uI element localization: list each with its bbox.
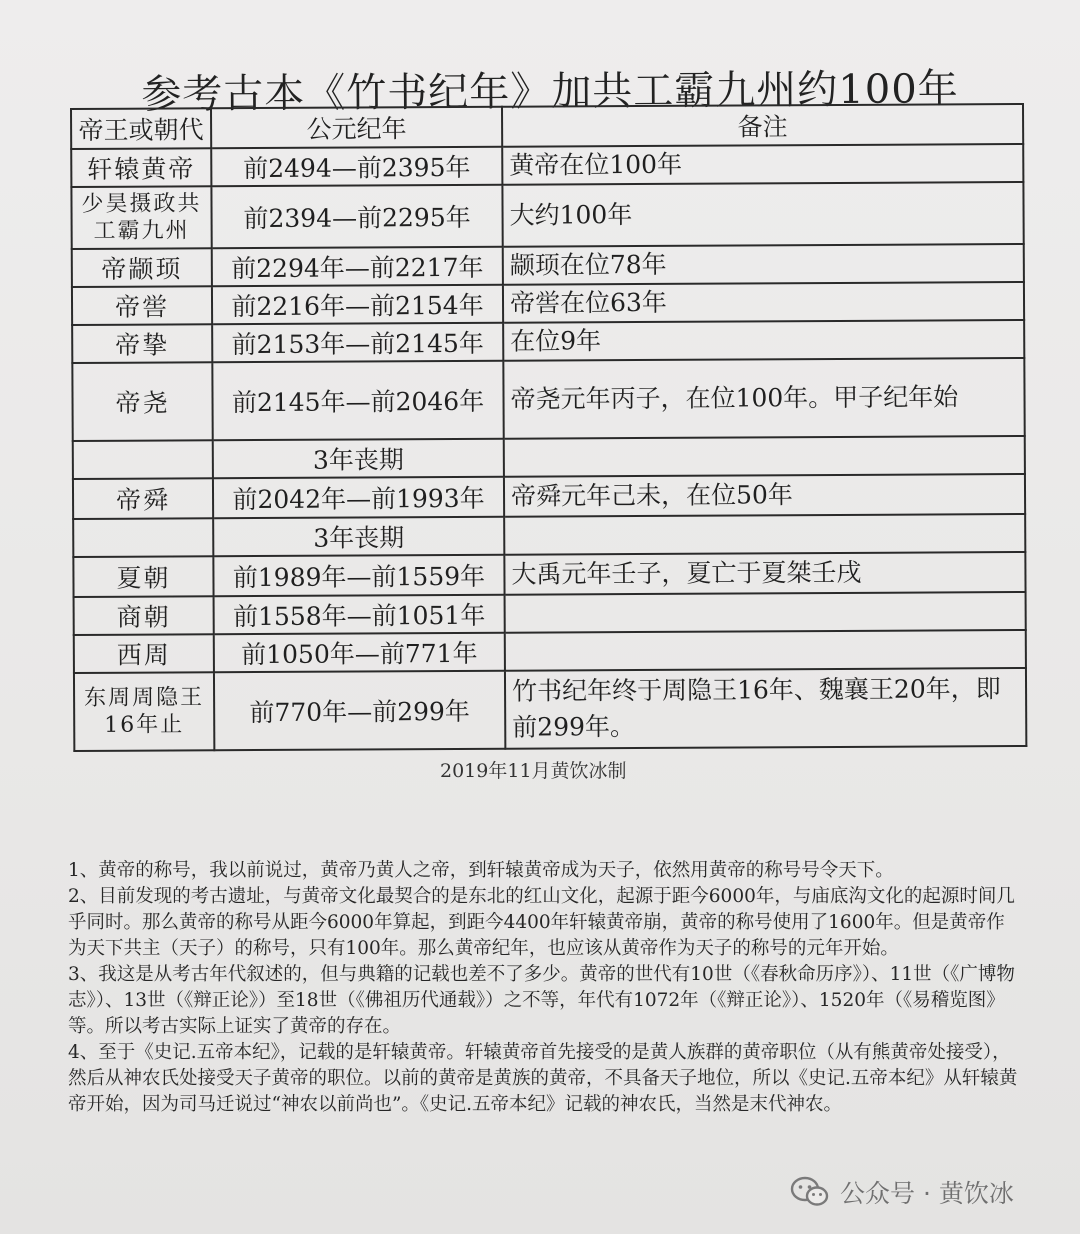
note-paragraph: 1、黄帝的称号，我以前说过，黄帝乃黄人之帝，到轩辕黄帝成为天子，依然用黄帝的称号号令天下。	[68, 860, 894, 881]
table-row	[72, 282, 1024, 325]
years-cell: 前2153年—前2145年	[212, 323, 503, 363]
table-row	[71, 144, 1023, 187]
table-row	[72, 320, 1024, 363]
ruler-cell: 帝颛顼	[72, 248, 212, 287]
years-cell: 前1558年—前1051年	[214, 595, 505, 635]
ruler-cell: 帝舜	[73, 478, 213, 519]
table-row	[73, 474, 1025, 519]
note-cell	[504, 436, 1025, 477]
ruler-cell: 少昊摄政共工霸九州	[71, 186, 211, 249]
note-cell: 大禹元年壬子，夏亡于夏桀壬戌	[504, 552, 1025, 595]
years-cell: 前2494—前2395年	[211, 147, 502, 187]
ruler-cell: 帝挚	[72, 324, 212, 363]
years-cell: 前2294年—前2217年	[212, 247, 503, 287]
table-header-row	[71, 104, 1023, 149]
years-cell: 前2216年—前2154年	[212, 285, 503, 325]
ruler-cell	[73, 440, 213, 479]
ruler-cell: 东周周隐王16年止	[74, 672, 214, 751]
table-row	[74, 630, 1026, 673]
ruler-cell: 帝尧	[72, 362, 212, 441]
page-title: 参考古本《竹书纪年》加共工霸九州约100年	[141, 66, 959, 118]
table-row	[73, 514, 1025, 557]
header-years: 公元纪年	[211, 107, 502, 149]
ruler-cell	[73, 518, 213, 557]
watermark	[790, 1172, 1014, 1212]
header-notes: 备注	[502, 104, 1023, 147]
table-row	[74, 668, 1026, 751]
note-cell: 帝尧元年丙子，在位100年。甲子纪年始	[503, 358, 1024, 439]
note-cell: 在位9年	[503, 320, 1024, 361]
note-cell: 帝舜元年己未，在位50年	[504, 474, 1025, 517]
ruler-cell: 轩辕黄帝	[71, 148, 211, 187]
note-cell: 颛顼在位78年	[503, 244, 1024, 285]
years-cell: 3年丧期	[213, 517, 504, 557]
note-cell	[504, 514, 1025, 555]
note-paragraph: 2、目前发现的考古遗址，与黄帝文化最契合的是东北的红山文化，起源于距今6000年，与庙底沟文化的起源时间几乎同时。那么黄帝的称号从距今6000年算起，到距今4400年轩辕黄帝崩，黄帝的称号使用了1600年。但是黄帝作为天下共主（天子）的称号，只有100年。那么黄帝纪年，也应该从黄帝作为天子的称号的元年开始。	[68, 886, 1015, 959]
ruler-cell: 商朝	[74, 596, 214, 635]
years-cell: 前2145年—前2046年	[212, 361, 503, 441]
note-cell: 黄帝在位100年	[502, 144, 1023, 185]
watermark-text: 公众号 · 黄饮冰	[840, 1179, 1014, 1208]
years-cell: 3年丧期	[213, 439, 504, 479]
years-cell: 前1989年—前1559年	[213, 555, 504, 597]
note-cell: 竹书纪年终于周隐王16年、魏襄王20年，即前299年。	[505, 668, 1026, 749]
years-cell: 前1050年—前771年	[214, 633, 505, 673]
note-cell: 帝喾在位63年	[503, 282, 1024, 323]
table-row	[71, 182, 1023, 249]
ruler-cell: 帝喾	[72, 286, 212, 325]
note-cell	[505, 630, 1026, 671]
table-row	[73, 552, 1025, 597]
table-row	[73, 436, 1025, 479]
chronology-table	[70, 103, 1027, 752]
note-cell: 大约100年	[502, 182, 1023, 247]
ruler-cell: 夏朝	[73, 556, 213, 597]
author-credit: 2019年11月黄饮冰制	[440, 760, 627, 782]
years-cell: 前770年—前299年	[214, 671, 505, 751]
notes-section	[68, 858, 1018, 1118]
note-paragraph: 3、我这是从考古年代叙述的，但与典籍的记载也差不了多少。黄帝的世代有10世（《春秋命历序》）、11世（《广博物志》）、13世（《辩正论》）至18世（《佛祖历代通载》）之不等，年代有1072年（《辩正论》）、1520年（《易稽览图》等。所以考古实际上证实了黄帝的存在。	[68, 964, 1015, 1037]
table-row	[72, 244, 1024, 287]
years-cell: 前2394—前2295年	[211, 185, 502, 249]
table-row	[74, 592, 1026, 635]
note-cell	[505, 592, 1026, 633]
ruler-cell: 西周	[74, 634, 214, 673]
wechat-icon	[790, 1175, 830, 1209]
years-cell: 前2042年—前1993年	[213, 477, 504, 519]
header-ruler: 帝王或朝代	[71, 108, 211, 149]
note-paragraph: 4、至于《史记.五帝本纪》，记载的是轩辕黄帝。轩辕黄帝首先接受的是黄人族群的黄帝职位（从有熊黄帝处接受），然后从神农氏处接受天子黄帝的职位。以前的黄帝是黄族的黄帝，不具备天子地位，所以《史记.五帝本纪》从轩辕黄帝开始，因为司马迁说过“神农以前尚也”。《史记.五帝本纪》记载的神农氏，当然是末代神农。	[68, 1042, 1018, 1115]
table-row	[72, 358, 1024, 441]
